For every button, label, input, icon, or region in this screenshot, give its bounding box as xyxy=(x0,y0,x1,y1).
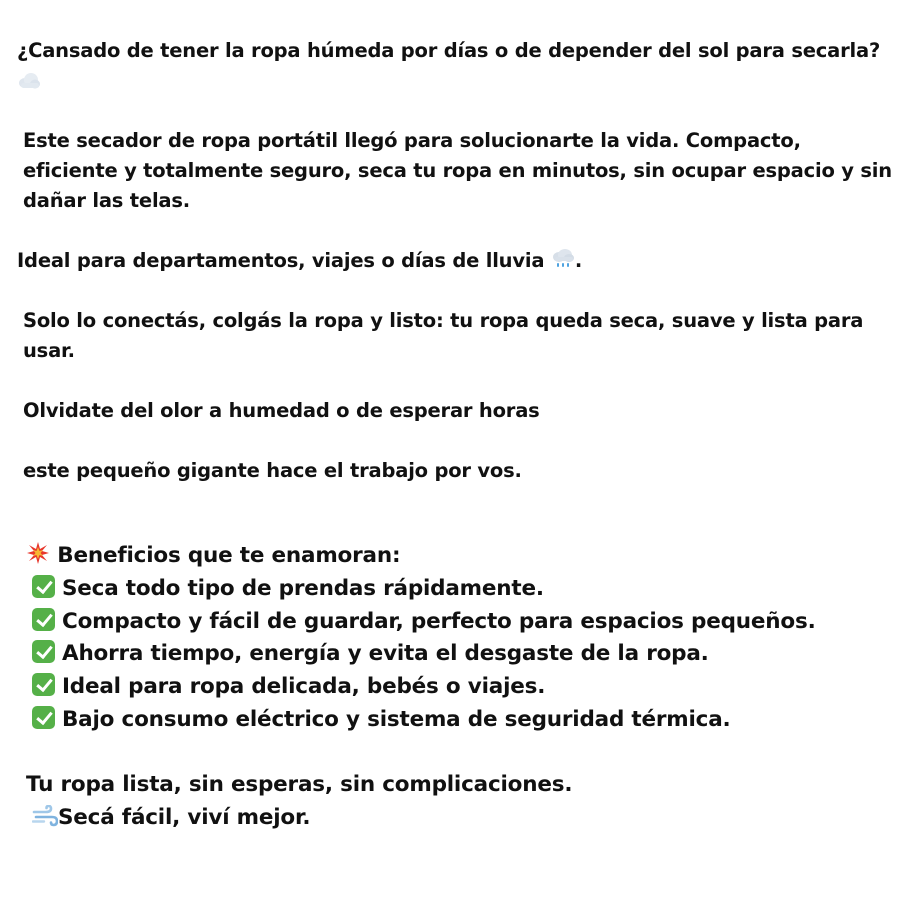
benefit-item-1 xyxy=(26,573,896,606)
benefit-item-3-text: Ahorra tiempo, energía y evita el desgaste de la ropa. xyxy=(62,641,709,667)
intro-question xyxy=(17,36,893,96)
benefit-item-1-text: Seca todo tipo de prendas rápidamente. xyxy=(62,575,544,601)
benefit-item-5-text: Bajo consumo eléctrico y sistema de seguridad térmica. xyxy=(62,706,731,732)
check-mark-button-icon xyxy=(32,608,55,631)
benefit-item-5 xyxy=(26,704,896,737)
intro-paragraph-1: Este secador de ropa portátil llegó para solucionarte la vida. Compacto, eficiente y totalmente seguro, seca tu ropa en minutos, sin ocupar espacio y sin dañar las telas. xyxy=(23,129,892,212)
check-mark-button-icon xyxy=(32,673,55,696)
benefit-item-2 xyxy=(26,606,896,639)
check-mark-button-icon xyxy=(32,640,55,663)
intro-paragraph-2-end: . xyxy=(574,249,583,272)
benefit-item-4-text: Ideal para ropa delicada, bebés o viajes. xyxy=(62,674,546,700)
benefit-item-3 xyxy=(26,638,896,671)
benefit-item-2-text: Compacto y fácil de guardar, perfecto para espacios pequeños. xyxy=(62,608,816,634)
intro-question-text: ¿Cansado de tener la ropa húmeda por días o de depender del sol para secarla? xyxy=(17,39,881,62)
closing-line-2 xyxy=(26,801,896,834)
intro-section xyxy=(17,36,893,486)
intro-paragraph-5: este pequeño gigante hace el trabajo por vos. xyxy=(23,459,522,482)
cloud-icon xyxy=(17,70,41,90)
intro-paragraph-3: Solo lo conectás, colgás la ropa y listo: tu ropa queda seca, suave y lista para usar. xyxy=(23,309,864,362)
benefits-heading-text: Beneficios que te enamoran: xyxy=(57,543,401,568)
collision-icon xyxy=(26,541,50,565)
benefit-item-4 xyxy=(26,671,896,704)
closing-line-1: Tu ropa lista, sin esperas, sin complicaciones. xyxy=(26,772,573,797)
rain-cloud-icon xyxy=(551,248,575,270)
dashing-away-icon xyxy=(32,805,58,827)
closing-line-2-text: Secá fácil, viví mejor. xyxy=(58,805,311,830)
check-mark-button-icon xyxy=(32,575,55,598)
intro-paragraph-2 xyxy=(17,246,893,276)
benefits-heading xyxy=(26,540,896,573)
check-mark-button-icon xyxy=(32,706,55,729)
closing-section xyxy=(26,768,896,834)
intro-paragraph-4: Olvidate del olor a humedad o de esperar horas xyxy=(23,399,540,422)
benefits-section xyxy=(26,540,896,737)
intro-paragraph-2-text: Ideal para departamentos, viajes o días de lluvia xyxy=(17,249,545,272)
